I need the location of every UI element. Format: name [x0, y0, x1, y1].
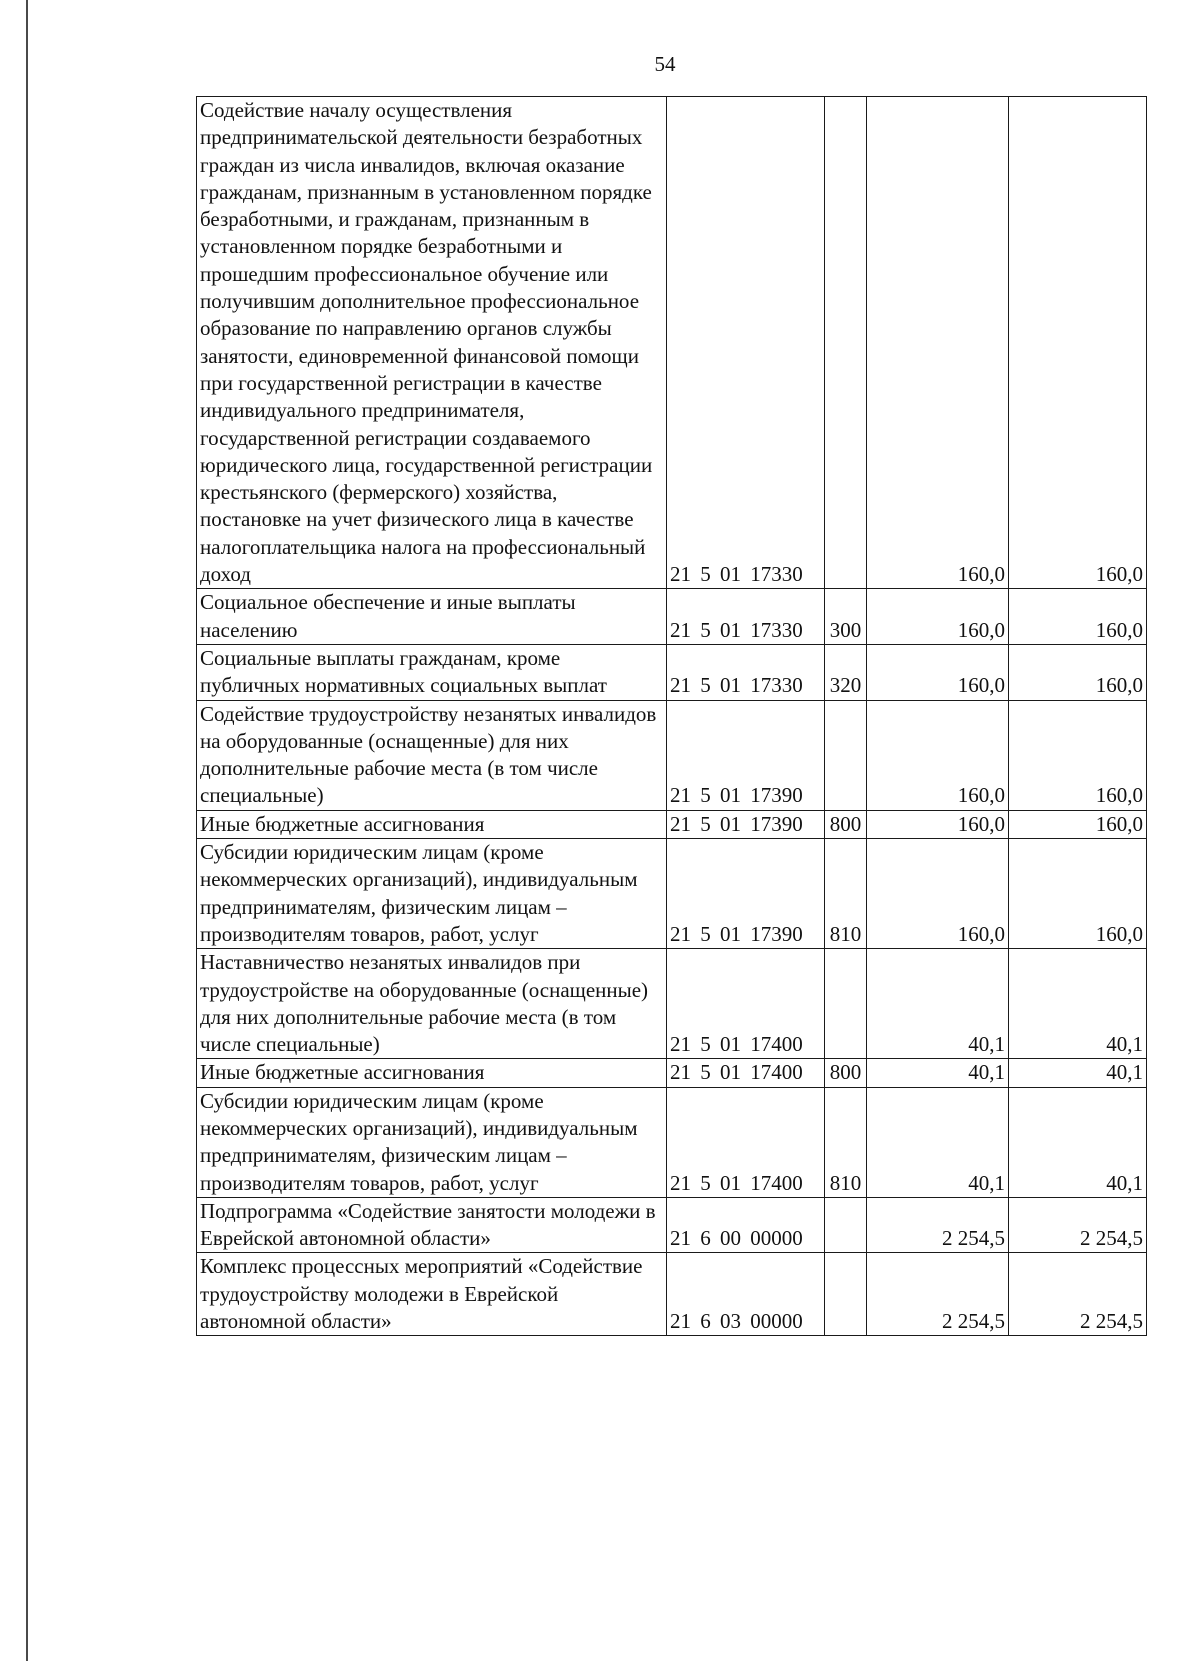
row-name: Социальные выплаты гражданам, кроме публичных нормативных социальных выплат [197, 644, 667, 700]
row-amount-1: 160,0 [867, 97, 1009, 589]
row-expense-type [825, 97, 867, 589]
row-amount-1: 40,1 [867, 949, 1009, 1059]
row-amount-1: 40,1 [867, 1087, 1009, 1197]
row-code: 21 5 01 17400 [667, 1087, 825, 1197]
row-name: Иные бюджетные ассигнования [197, 1059, 667, 1087]
row-code: 21 5 01 17390 [667, 810, 825, 838]
row-name: Субсидии юридическим лицам (кроме некоммерческих организаций), индивидуальным предпринимателям, физическим лицам – производителям товаров, работ, услуг [197, 839, 667, 949]
budget-table [196, 96, 1147, 1336]
row-code: 21 5 01 17390 [667, 700, 825, 810]
row-code: 21 6 00 00000 [667, 1197, 825, 1253]
row-expense-type [825, 1197, 867, 1253]
row-amount-1: 160,0 [867, 700, 1009, 810]
row-code: 21 5 01 17400 [667, 949, 825, 1059]
row-name: Субсидии юридическим лицам (кроме некоммерческих организаций), индивидуальным предпринимателям, физическим лицам – производителям товаров, работ, услуг [197, 1087, 667, 1197]
row-expense-type: 800 [825, 1059, 867, 1087]
page-number: 54 [654, 52, 676, 76]
table-row [197, 1253, 1147, 1336]
row-name: Наставничество незанятых инвалидов при трудоустройстве на оборудованные (оснащенные) для них дополнительные рабочие места (в том числе специальные) [197, 949, 667, 1059]
row-amount-2: 160,0 [1009, 589, 1147, 645]
row-expense-type: 300 [825, 589, 867, 645]
row-expense-type: 810 [825, 1087, 867, 1197]
row-amount-1: 2 254,5 [867, 1253, 1009, 1336]
row-amount-1: 2 254,5 [867, 1197, 1009, 1253]
row-amount-2: 40,1 [1009, 1059, 1147, 1087]
table-row [197, 97, 1147, 589]
row-expense-type: 320 [825, 644, 867, 700]
row-expense-type: 810 [825, 839, 867, 949]
row-name: Социальное обеспечение и иные выплаты населению [197, 589, 667, 645]
table-row [197, 644, 1147, 700]
table-row [197, 1087, 1147, 1197]
row-code: 21 5 01 17330 [667, 97, 825, 589]
table-row [197, 700, 1147, 810]
row-code: 21 5 01 17330 [667, 589, 825, 645]
row-code: 21 5 01 17330 [667, 644, 825, 700]
row-amount-2: 160,0 [1009, 810, 1147, 838]
row-name: Комплекс процессных мероприятий «Содействие трудоустройству молодежи в Еврейской автономной области» [197, 1253, 667, 1336]
row-amount-2: 2 254,5 [1009, 1253, 1147, 1336]
row-amount-1: 160,0 [867, 644, 1009, 700]
row-amount-2: 160,0 [1009, 700, 1147, 810]
table-row [197, 1059, 1147, 1087]
row-amount-2: 160,0 [1009, 839, 1147, 949]
row-amount-1: 160,0 [867, 810, 1009, 838]
row-expense-type [825, 1253, 867, 1336]
row-amount-2: 2 254,5 [1009, 1197, 1147, 1253]
row-expense-type [825, 700, 867, 810]
row-code: 21 5 01 17400 [667, 1059, 825, 1087]
row-amount-1: 160,0 [867, 589, 1009, 645]
table-row [197, 589, 1147, 645]
row-expense-type [825, 949, 867, 1059]
row-name: Содействие началу осуществления предпринимательской деятельности безработных граждан из числа инвалидов, включая оказание гражданам, признанным в установленном порядке безработными, и гражданам, признанным в установленном порядке безработными и прошедшим профессиональное обучение или получившим дополнительное профессиональное образование по направлению органов службы занятости, единовременной финансовой помощи при государственной регистрации в качестве индивидуального предпринимателя, государственной регистрации создаваемого юридического лица, государственной регистрации крестьянского (фермерского) хозяйства, постановке на учет физического лица в качестве налогоплательщика налога на профессиональный доход [197, 97, 667, 589]
table-row [197, 1197, 1147, 1253]
table-row [197, 810, 1147, 838]
row-name: Содействие трудоустройству незанятых инвалидов на оборудованные (оснащенные) для них дополнительные рабочие места (в том числе специальные) [197, 700, 667, 810]
row-code: 21 6 03 00000 [667, 1253, 825, 1336]
row-amount-2: 160,0 [1009, 97, 1147, 589]
row-name: Подпрограмма «Содействие занятости молодежи в Еврейской автономной области» [197, 1197, 667, 1253]
row-expense-type: 800 [825, 810, 867, 838]
row-amount-2: 40,1 [1009, 949, 1147, 1059]
row-amount-1: 160,0 [867, 839, 1009, 949]
table-row [197, 949, 1147, 1059]
row-amount-1: 40,1 [867, 1059, 1009, 1087]
row-amount-2: 160,0 [1009, 644, 1147, 700]
row-amount-2: 40,1 [1009, 1087, 1147, 1197]
row-code: 21 5 01 17390 [667, 839, 825, 949]
binding-edge-line [26, 0, 28, 1661]
row-name: Иные бюджетные ассигнования [197, 810, 667, 838]
table-row [197, 839, 1147, 949]
